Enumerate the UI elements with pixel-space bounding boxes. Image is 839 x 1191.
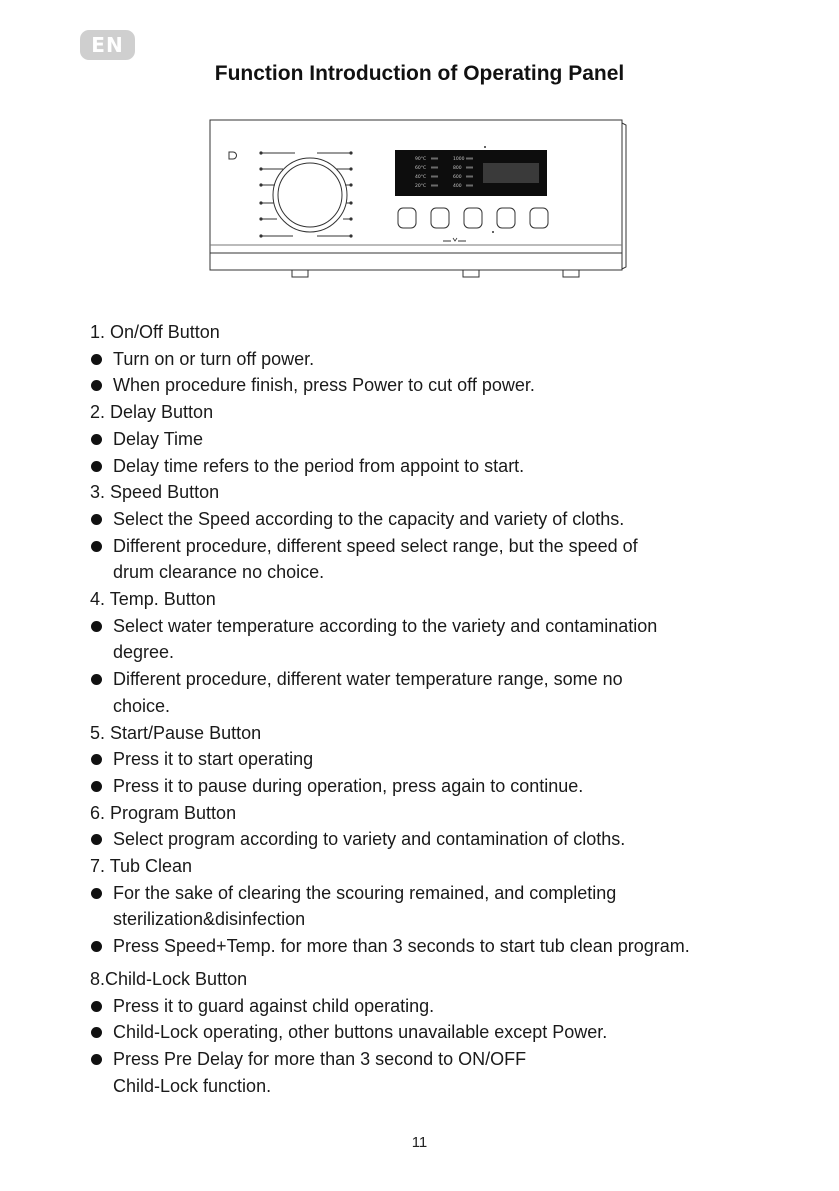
operating-panel-diagram — [205, 115, 635, 280]
bullet-dot-icon — [91, 941, 102, 952]
bullet-dot-icon — [91, 674, 102, 685]
display-digits — [483, 163, 539, 183]
power-button-icon — [229, 152, 237, 159]
bullet-line: Delay Time — [113, 428, 204, 449]
bullet-line: Child-Lock operating, other buttons unavailable except Power. — [113, 1022, 608, 1043]
bullet-dot-icon — [91, 541, 102, 552]
bullet-item — [90, 1046, 790, 1099]
bullet-line: Press it to pause during operation, press again to continue. — [113, 775, 584, 796]
bullet-line: Press it to guard against child operating. — [113, 995, 435, 1016]
bullet-dot-icon — [91, 461, 102, 472]
bullet-line: Press Speed+Temp. for more than 3 seconds to start tub clean program. — [113, 936, 690, 957]
bullet-dot-icon — [91, 434, 102, 445]
bullet-item — [90, 746, 790, 773]
section-heading: 4. Temp. Button — [90, 589, 216, 610]
display-speed-2: 800 — [453, 166, 462, 171]
bullet-item — [90, 773, 790, 800]
bullet-item — [90, 372, 790, 399]
bullet-line: sterilization&disinfection — [113, 909, 306, 930]
section-heading: 7. Tub Clean — [90, 856, 193, 877]
bullet-dot-icon — [91, 834, 102, 845]
bullet-item — [90, 613, 790, 666]
bullet-item — [90, 506, 790, 533]
bullet-line: Press it to start operating — [113, 749, 314, 770]
display-speed-4: 400 — [453, 184, 462, 189]
bullet-line: Delay time refers to the period from appoint to start. — [113, 455, 525, 476]
panel-button-2 — [431, 208, 449, 228]
panel-foot-right — [563, 270, 579, 277]
bullet-item — [90, 346, 790, 373]
display-temp-3: 40°C — [415, 175, 427, 180]
display-temp-4: 20°C — [415, 184, 427, 189]
bullet-line: Press Pre Delay for more than 3 second to ON/OFF — [113, 1048, 527, 1069]
bullet-dot-icon — [91, 1001, 102, 1012]
bullet-dot-icon — [91, 888, 102, 899]
page-number: 11 — [411, 1134, 428, 1151]
bullet-dot-icon — [91, 621, 102, 632]
bullet-dot-icon — [91, 781, 102, 792]
panel-button-4 — [497, 208, 515, 228]
section-heading: 8.Child-Lock Button — [90, 968, 248, 989]
panel-button-5 — [530, 208, 548, 228]
display-speed-1: 1000 — [453, 157, 465, 162]
bullet-line: Different procedure, different water temperature range, some no — [113, 669, 623, 690]
bullet-item — [90, 933, 790, 960]
section-heading: 6. Program Button — [90, 802, 237, 823]
bullet-item — [90, 666, 790, 719]
bullet-line: Select water temperature according to the variety and contamination — [113, 615, 658, 636]
bullet-item — [90, 993, 790, 1020]
display-temp-2: 60°C — [415, 166, 427, 171]
bullet-item — [90, 453, 790, 480]
bullet-dot-icon — [91, 354, 102, 365]
panel-foot-middle — [463, 270, 479, 277]
instructions — [90, 319, 790, 1099]
bullet-item — [90, 533, 790, 586]
bullet-line: Select program according to variety and contamination of cloths. — [113, 829, 626, 850]
bullet-line: For the sake of clearing the scouring remained, and completing — [113, 882, 617, 903]
bullet-line: Turn on or turn off power. — [113, 348, 315, 369]
bullet-line: Select the Speed according to the capacity and variety of cloths. — [113, 508, 625, 529]
bullet-item — [90, 880, 790, 933]
bullet-item — [90, 426, 790, 453]
language-badge: EN — [80, 30, 135, 60]
bullet-dot-icon — [91, 1054, 102, 1065]
bullet-dot-icon — [91, 380, 102, 391]
program-knob — [273, 158, 347, 232]
bullet-item — [90, 1019, 790, 1046]
bullet-line: degree. — [113, 642, 175, 663]
bullet-line: drum clearance no choice. — [113, 562, 325, 583]
bullet-line: choice. — [113, 695, 171, 716]
section-heading: 2. Delay Button — [90, 402, 214, 423]
bullet-dot-icon — [91, 514, 102, 525]
bullet-dot-icon — [91, 754, 102, 765]
panel-foot-left — [292, 270, 308, 277]
panel-button-3 — [464, 208, 482, 228]
section-heading: 5. Start/Pause Button — [90, 722, 262, 743]
bullet-dot-icon — [91, 1027, 102, 1038]
display-temp-1: 90°C — [415, 157, 427, 162]
page-title: Function Introduction of Operating Panel — [214, 62, 625, 85]
panel-button-1 — [398, 208, 416, 228]
bullet-line: Different procedure, different speed select range, but the speed of — [113, 535, 638, 556]
bullet-line: When procedure finish, press Power to cut off power. — [113, 375, 535, 396]
bullet-line: Child-Lock function. — [113, 1075, 272, 1096]
section-heading: 3. Speed Button — [90, 482, 220, 503]
bullet-item — [90, 826, 790, 853]
section-heading: 1. On/Off Button — [90, 322, 220, 342]
display-speed-3: 600 — [453, 175, 462, 180]
